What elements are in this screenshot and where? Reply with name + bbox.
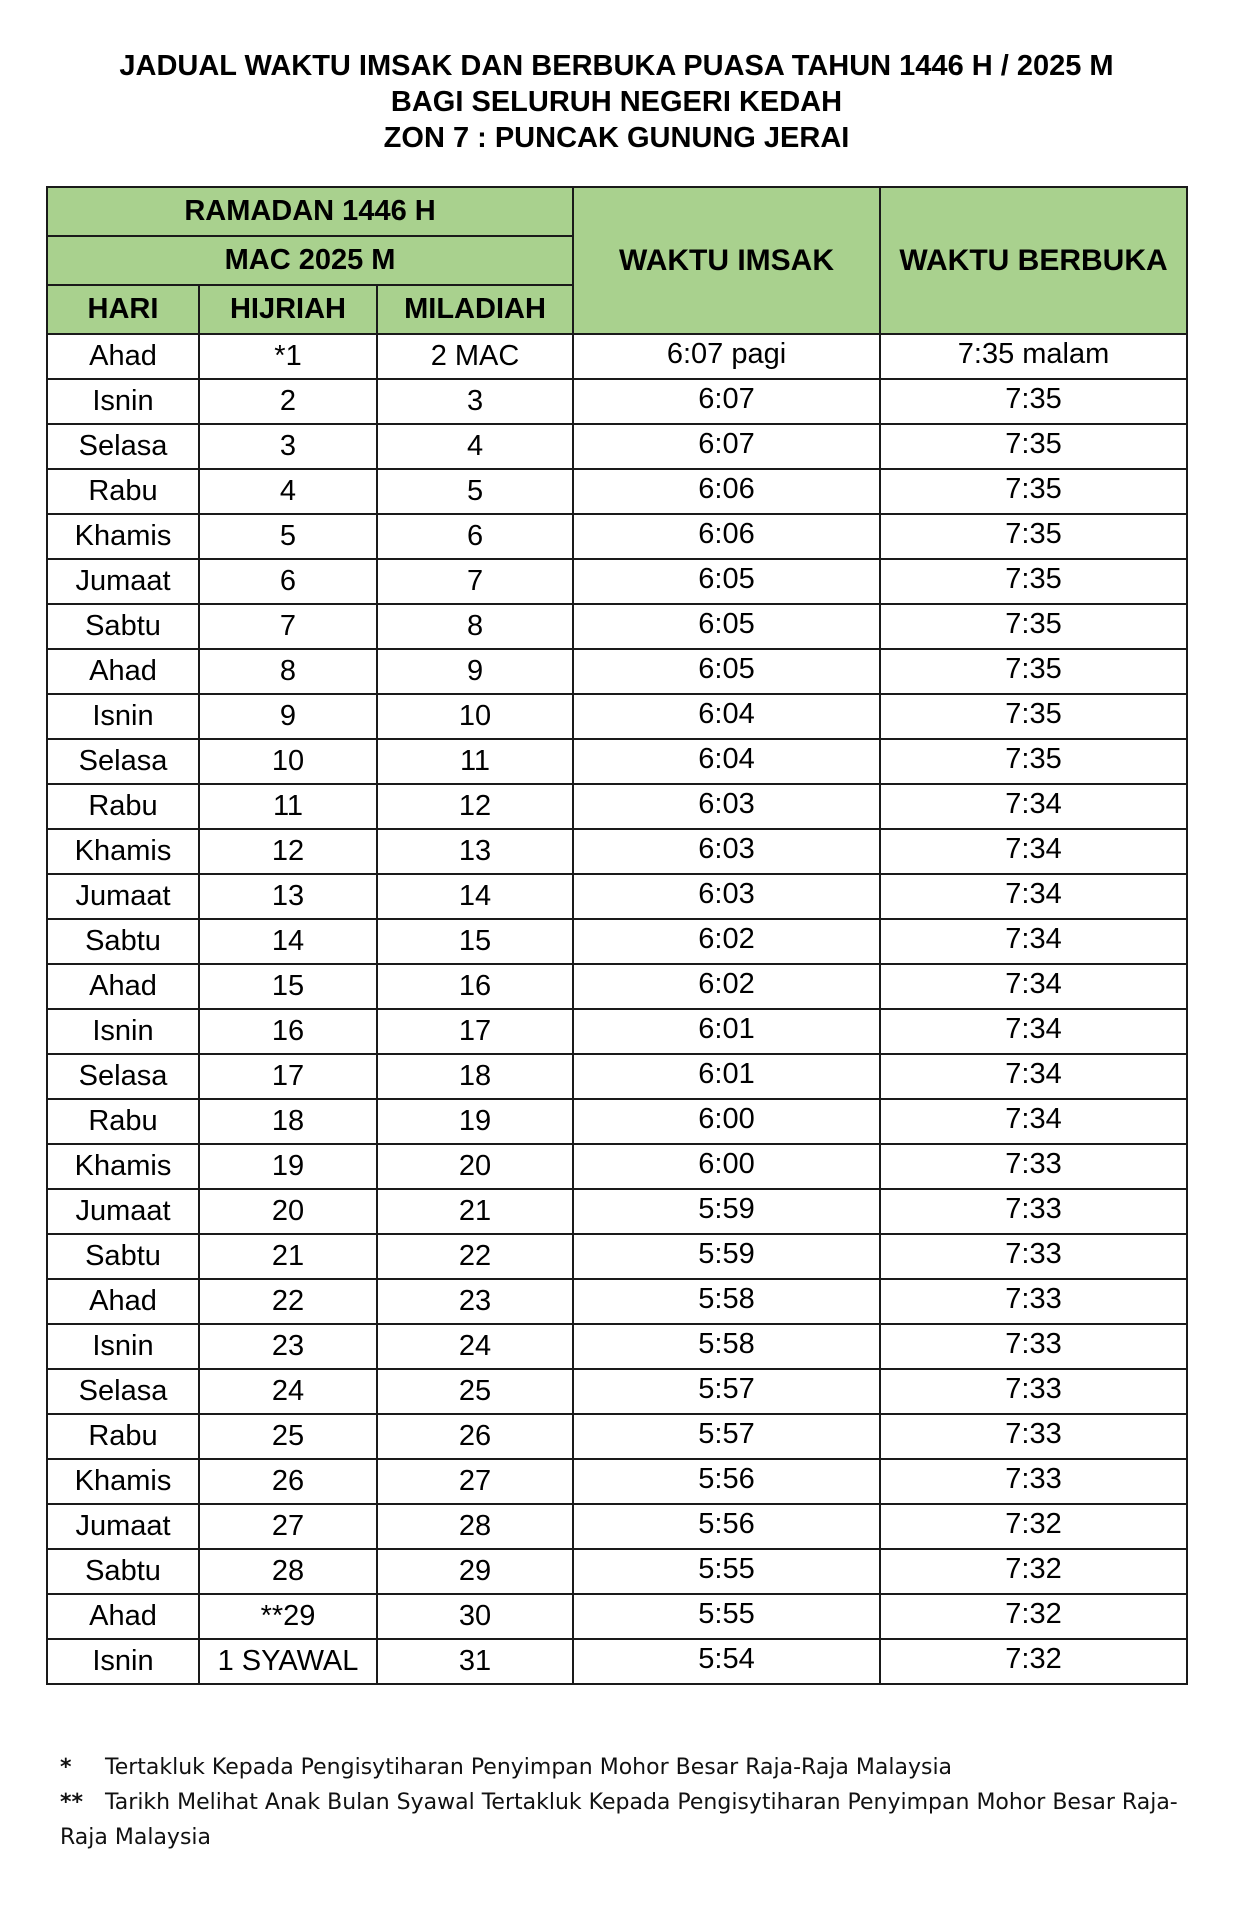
table-row xyxy=(47,1324,1187,1369)
cell-berbuka: 7:35 xyxy=(880,604,1187,649)
cell-hijriah: 24 xyxy=(199,1369,377,1414)
cell-miladiah: 18 xyxy=(377,1054,573,1099)
cell-berbuka: 7:33 xyxy=(880,1189,1187,1234)
document-title xyxy=(0,48,1233,156)
cell-imsak: 5:58 xyxy=(573,1324,880,1369)
table-row xyxy=(47,694,1187,739)
cell-hijriah: 23 xyxy=(199,1324,377,1369)
cell-hijriah: 15 xyxy=(199,964,377,1009)
cell-hari: Rabu xyxy=(47,784,199,829)
cell-imsak: 5:59 xyxy=(573,1234,880,1279)
cell-imsak: 6:05 xyxy=(573,604,880,649)
cell-hari: Selasa xyxy=(47,1369,199,1414)
cell-hari: Selasa xyxy=(47,424,199,469)
cell-berbuka: 7:35 malam xyxy=(880,334,1187,379)
cell-berbuka: 7:33 xyxy=(880,1414,1187,1459)
cell-imsak: 6:07 xyxy=(573,379,880,424)
cell-hari: Isnin xyxy=(47,1009,199,1054)
cell-miladiah: 11 xyxy=(377,739,573,784)
cell-imsak: 6:05 xyxy=(573,649,880,694)
table-body xyxy=(47,334,1187,1684)
table-row xyxy=(47,1144,1187,1189)
cell-imsak: 6:05 xyxy=(573,559,880,604)
cell-hari: Sabtu xyxy=(47,919,199,964)
cell-hijriah: 25 xyxy=(199,1414,377,1459)
cell-hari: Selasa xyxy=(47,739,199,784)
table-row xyxy=(47,334,1187,379)
cell-berbuka: 7:34 xyxy=(880,784,1187,829)
cell-imsak: 6:01 xyxy=(573,1009,880,1054)
cell-berbuka: 7:32 xyxy=(880,1594,1187,1639)
cell-hijriah: 1 SYAWAL xyxy=(199,1639,377,1684)
cell-imsak: 5:55 xyxy=(573,1549,880,1594)
table-row xyxy=(47,379,1187,424)
cell-berbuka: 7:32 xyxy=(880,1639,1187,1684)
table-row xyxy=(47,649,1187,694)
cell-imsak: 6:00 xyxy=(573,1099,880,1144)
footnote-2-mark: ** xyxy=(60,1790,84,1815)
cell-miladiah: 25 xyxy=(377,1369,573,1414)
cell-hari: Jumaat xyxy=(47,1504,199,1549)
cell-berbuka: 7:33 xyxy=(880,1369,1187,1414)
cell-hari: Ahad xyxy=(47,334,199,379)
cell-miladiah: 21 xyxy=(377,1189,573,1234)
table-row xyxy=(47,829,1187,874)
cell-berbuka: 7:33 xyxy=(880,1324,1187,1369)
cell-hijriah: 11 xyxy=(199,784,377,829)
cell-berbuka: 7:32 xyxy=(880,1504,1187,1549)
cell-hari: Isnin xyxy=(47,379,199,424)
cell-hijriah: 3 xyxy=(199,424,377,469)
cell-hijriah: 9 xyxy=(199,694,377,739)
footnote-2 xyxy=(60,1785,1180,1855)
cell-miladiah: 26 xyxy=(377,1414,573,1459)
cell-hari: Khamis xyxy=(47,514,199,559)
table-row xyxy=(47,1234,1187,1279)
header-hari: HARI xyxy=(47,285,199,334)
cell-berbuka: 7:34 xyxy=(880,1099,1187,1144)
cell-miladiah: 13 xyxy=(377,829,573,874)
cell-imsak: 6:00 xyxy=(573,1144,880,1189)
cell-hari: Selasa xyxy=(47,1054,199,1099)
table-row xyxy=(47,424,1187,469)
cell-hari: Sabtu xyxy=(47,1234,199,1279)
header-ramadan: RAMADAN 1446 H xyxy=(47,187,573,236)
cell-berbuka: 7:35 xyxy=(880,514,1187,559)
table-row xyxy=(47,1189,1187,1234)
cell-hijriah: 2 xyxy=(199,379,377,424)
table-row xyxy=(47,1504,1187,1549)
title-line-3: ZON 7 : PUNCAK GUNUNG JERAI xyxy=(383,122,850,154)
table-row xyxy=(47,1099,1187,1144)
cell-miladiah: 7 xyxy=(377,559,573,604)
cell-berbuka: 7:34 xyxy=(880,1054,1187,1099)
table-row xyxy=(47,1414,1187,1459)
cell-berbuka: 7:34 xyxy=(880,919,1187,964)
cell-miladiah: 17 xyxy=(377,1009,573,1054)
cell-imsak: 5:58 xyxy=(573,1279,880,1324)
cell-miladiah: 10 xyxy=(377,694,573,739)
cell-hari: Sabtu xyxy=(47,1549,199,1594)
cell-hijriah: 10 xyxy=(199,739,377,784)
cell-hijriah: **29 xyxy=(199,1594,377,1639)
cell-hari: Isnin xyxy=(47,1639,199,1684)
cell-berbuka: 7:35 xyxy=(880,424,1187,469)
table-row xyxy=(47,604,1187,649)
cell-hijriah: 5 xyxy=(199,514,377,559)
cell-hari: Khamis xyxy=(47,1144,199,1189)
cell-berbuka: 7:35 xyxy=(880,694,1187,739)
cell-miladiah: 28 xyxy=(377,1504,573,1549)
cell-miladiah: 27 xyxy=(377,1459,573,1504)
cell-berbuka: 7:33 xyxy=(880,1459,1187,1504)
cell-imsak: 6:03 xyxy=(573,874,880,919)
cell-berbuka: 7:35 xyxy=(880,469,1187,514)
cell-berbuka: 7:33 xyxy=(880,1234,1187,1279)
cell-hijriah: 19 xyxy=(199,1144,377,1189)
cell-hijriah: 14 xyxy=(199,919,377,964)
cell-hari: Isnin xyxy=(47,1324,199,1369)
cell-berbuka: 7:35 xyxy=(880,739,1187,784)
cell-imsak: 5:57 xyxy=(573,1369,880,1414)
cell-berbuka: 7:35 xyxy=(880,649,1187,694)
cell-hari: Rabu xyxy=(47,1099,199,1144)
cell-hari: Jumaat xyxy=(47,559,199,604)
cell-hijriah: 26 xyxy=(199,1459,377,1504)
cell-miladiah: 5 xyxy=(377,469,573,514)
title-line-1: JADUAL WAKTU IMSAK DAN BERBUKA PUASA TAHUN 1446 H / 2025 M xyxy=(119,50,1114,82)
cell-hijriah: 12 xyxy=(199,829,377,874)
cell-hijriah: 27 xyxy=(199,1504,377,1549)
table-row xyxy=(47,514,1187,559)
table-row xyxy=(47,1639,1187,1684)
footnote-1 xyxy=(60,1750,1180,1785)
cell-imsak: 5:59 xyxy=(573,1189,880,1234)
cell-berbuka: 7:35 xyxy=(880,559,1187,604)
cell-imsak: 6:07 xyxy=(573,424,880,469)
header-waktu-imsak: WAKTU IMSAK xyxy=(573,187,880,334)
cell-hijriah: 18 xyxy=(199,1099,377,1144)
header-month: MAC 2025 M xyxy=(47,236,573,285)
cell-miladiah: 9 xyxy=(377,649,573,694)
cell-berbuka: 7:33 xyxy=(880,1144,1187,1189)
cell-hijriah: 22 xyxy=(199,1279,377,1324)
cell-miladiah: 3 xyxy=(377,379,573,424)
table-row xyxy=(47,739,1187,784)
cell-hijriah: *1 xyxy=(199,334,377,379)
table-row xyxy=(47,1594,1187,1639)
footnotes xyxy=(60,1750,1180,1855)
cell-imsak: 6:02 xyxy=(573,919,880,964)
cell-miladiah: 20 xyxy=(377,1144,573,1189)
cell-hijriah: 28 xyxy=(199,1549,377,1594)
table-row xyxy=(47,964,1187,1009)
header-hijriah: HIJRIAH xyxy=(199,285,377,334)
cell-berbuka: 7:34 xyxy=(880,829,1187,874)
cell-hari: Rabu xyxy=(47,1414,199,1459)
cell-hari: Sabtu xyxy=(47,604,199,649)
cell-hari: Ahad xyxy=(47,964,199,1009)
cell-miladiah: 16 xyxy=(377,964,573,1009)
cell-miladiah: 14 xyxy=(377,874,573,919)
cell-miladiah: 22 xyxy=(377,1234,573,1279)
cell-hijriah: 21 xyxy=(199,1234,377,1279)
cell-imsak: 6:04 xyxy=(573,739,880,784)
cell-miladiah: 31 xyxy=(377,1639,573,1684)
cell-imsak: 6:04 xyxy=(573,694,880,739)
cell-hari: Khamis xyxy=(47,1459,199,1504)
cell-imsak: 6:03 xyxy=(573,829,880,874)
table-row xyxy=(47,874,1187,919)
cell-berbuka: 7:32 xyxy=(880,1549,1187,1594)
table-header xyxy=(47,187,1187,334)
cell-imsak: 5:56 xyxy=(573,1459,880,1504)
cell-berbuka: 7:34 xyxy=(880,964,1187,1009)
table-row xyxy=(47,469,1187,514)
cell-imsak: 5:57 xyxy=(573,1414,880,1459)
cell-imsak: 6:07 pagi xyxy=(573,334,880,379)
header-miladiah: MILADIAH xyxy=(377,285,573,334)
cell-hari: Khamis xyxy=(47,829,199,874)
cell-hijriah: 16 xyxy=(199,1009,377,1054)
cell-hari: Jumaat xyxy=(47,874,199,919)
cell-imsak: 5:54 xyxy=(573,1639,880,1684)
cell-hijriah: 8 xyxy=(199,649,377,694)
table-row xyxy=(47,919,1187,964)
footnote-1-text: Tertakluk Kepada Pengisytiharan Penyimpan Mohor Besar Raja-Raja Malaysia xyxy=(105,1755,953,1780)
cell-hari: Jumaat xyxy=(47,1189,199,1234)
cell-berbuka: 7:34 xyxy=(880,1009,1187,1054)
header-waktu-berbuka: WAKTU BERBUKA xyxy=(880,187,1187,334)
footnote-1-mark: * xyxy=(60,1755,72,1780)
cell-miladiah: 30 xyxy=(377,1594,573,1639)
cell-imsak: 6:03 xyxy=(573,784,880,829)
cell-hijriah: 13 xyxy=(199,874,377,919)
table-row xyxy=(47,1369,1187,1414)
cell-hari: Isnin xyxy=(47,694,199,739)
cell-miladiah: 12 xyxy=(377,784,573,829)
table-row xyxy=(47,1549,1187,1594)
cell-miladiah: 4 xyxy=(377,424,573,469)
cell-hijriah: 20 xyxy=(199,1189,377,1234)
cell-hari: Ahad xyxy=(47,1594,199,1639)
cell-imsak: 6:02 xyxy=(573,964,880,1009)
cell-berbuka: 7:34 xyxy=(880,874,1187,919)
cell-hijriah: 17 xyxy=(199,1054,377,1099)
cell-imsak: 5:55 xyxy=(573,1594,880,1639)
cell-hari: Ahad xyxy=(47,1279,199,1324)
cell-imsak: 6:06 xyxy=(573,514,880,559)
cell-miladiah: 15 xyxy=(377,919,573,964)
cell-hari: Rabu xyxy=(47,469,199,514)
table-row xyxy=(47,1459,1187,1504)
cell-imsak: 6:01 xyxy=(573,1054,880,1099)
cell-berbuka: 7:33 xyxy=(880,1279,1187,1324)
cell-miladiah: 19 xyxy=(377,1099,573,1144)
cell-imsak: 5:56 xyxy=(573,1504,880,1549)
cell-miladiah: 8 xyxy=(377,604,573,649)
cell-imsak: 6:06 xyxy=(573,469,880,514)
footnote-2-text: Tarikh Melihat Anak Bulan Syawal Tertakluk Kepada Pengisytiharan Penyimpan Mohor Besar Raja-Raja Malaysia xyxy=(60,1790,1178,1850)
timetable xyxy=(46,186,1188,1685)
title-line-2: BAGI SELURUH NEGERI KEDAH xyxy=(390,86,843,118)
cell-berbuka: 7:35 xyxy=(880,379,1187,424)
table-row xyxy=(47,1009,1187,1054)
cell-hijriah: 6 xyxy=(199,559,377,604)
table-row xyxy=(47,1279,1187,1324)
table-row xyxy=(47,1054,1187,1099)
cell-miladiah: 24 xyxy=(377,1324,573,1369)
cell-miladiah: 23 xyxy=(377,1279,573,1324)
cell-miladiah: 2 MAC xyxy=(377,334,573,379)
cell-miladiah: 29 xyxy=(377,1549,573,1594)
cell-hari: Ahad xyxy=(47,649,199,694)
table-row xyxy=(47,784,1187,829)
cell-hijriah: 4 xyxy=(199,469,377,514)
cell-miladiah: 6 xyxy=(377,514,573,559)
cell-hijriah: 7 xyxy=(199,604,377,649)
table-row xyxy=(47,559,1187,604)
